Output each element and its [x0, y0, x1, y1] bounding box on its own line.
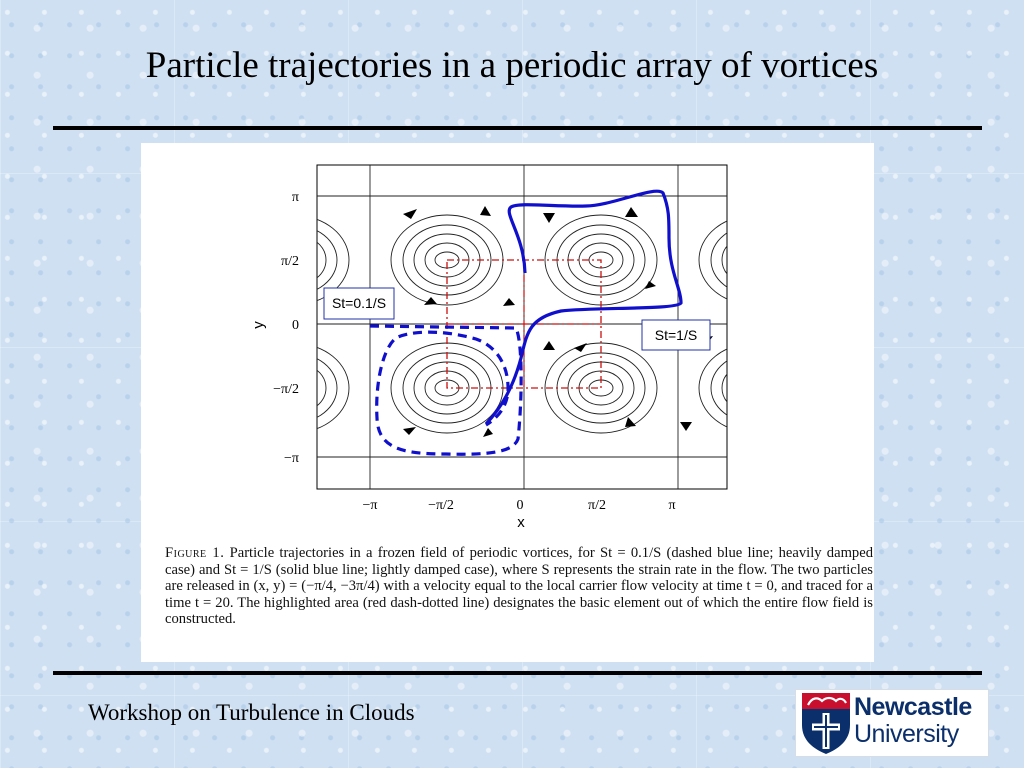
bottom-divider — [53, 671, 982, 675]
label-dashed-box — [324, 288, 394, 319]
university-logo — [795, 689, 989, 757]
y-tick: −π — [284, 451, 299, 466]
x-axis-label: x — [517, 514, 525, 531]
y-tick: −π/2 — [273, 382, 299, 397]
logo-line2: University — [854, 720, 959, 748]
university-crest-icon — [798, 691, 854, 755]
figure-caption — [165, 545, 873, 628]
y-tick: π/2 — [281, 254, 299, 269]
y-tick: 0 — [292, 318, 299, 333]
label-solid-box — [642, 320, 710, 350]
y-tick-labels — [273, 190, 299, 466]
x-tick: −π — [362, 498, 378, 513]
footer-text: Workshop on Turbulence in Clouds — [88, 700, 415, 725]
y-axis-label: y — [250, 321, 267, 329]
vortex-plot — [141, 143, 874, 543]
y-tick: π — [291, 190, 299, 205]
top-divider — [53, 126, 982, 130]
x-tick: 0 — [516, 498, 524, 513]
figure-panel — [141, 143, 874, 662]
x-tick: −π/2 — [428, 498, 454, 513]
figure-caption-text: Particle trajectories in a frozen field of periodic vortices, for St = 0.1/S (dashed blue line; heavily damped case) and St = 1/S (solid blue line; lightly damped case), where S represents the strain rate in the flow. The two particles are released in (x, y) = (−π/4, −3π/4) with a velocity equal to the local carrier flow velocity at time t = 0, and traced for a time t = 20. The highlighted area (red dash-dotted line) designates the basic element out of which the entire flow field is constructed. — [165, 545, 873, 628]
figure-caption-label: Figure 1. — [165, 545, 225, 561]
x-tick: π — [668, 498, 676, 513]
x-tick-labels — [363, 498, 676, 513]
x-tick: π/2 — [588, 498, 606, 513]
label-dashed: St=0.1/S — [331, 295, 387, 311]
slide-title: Particle trajectories in a periodic array of vortices — [145, 45, 879, 86]
label-solid: St=1/S — [654, 327, 698, 343]
logo-line1: Newcastle — [854, 693, 972, 721]
